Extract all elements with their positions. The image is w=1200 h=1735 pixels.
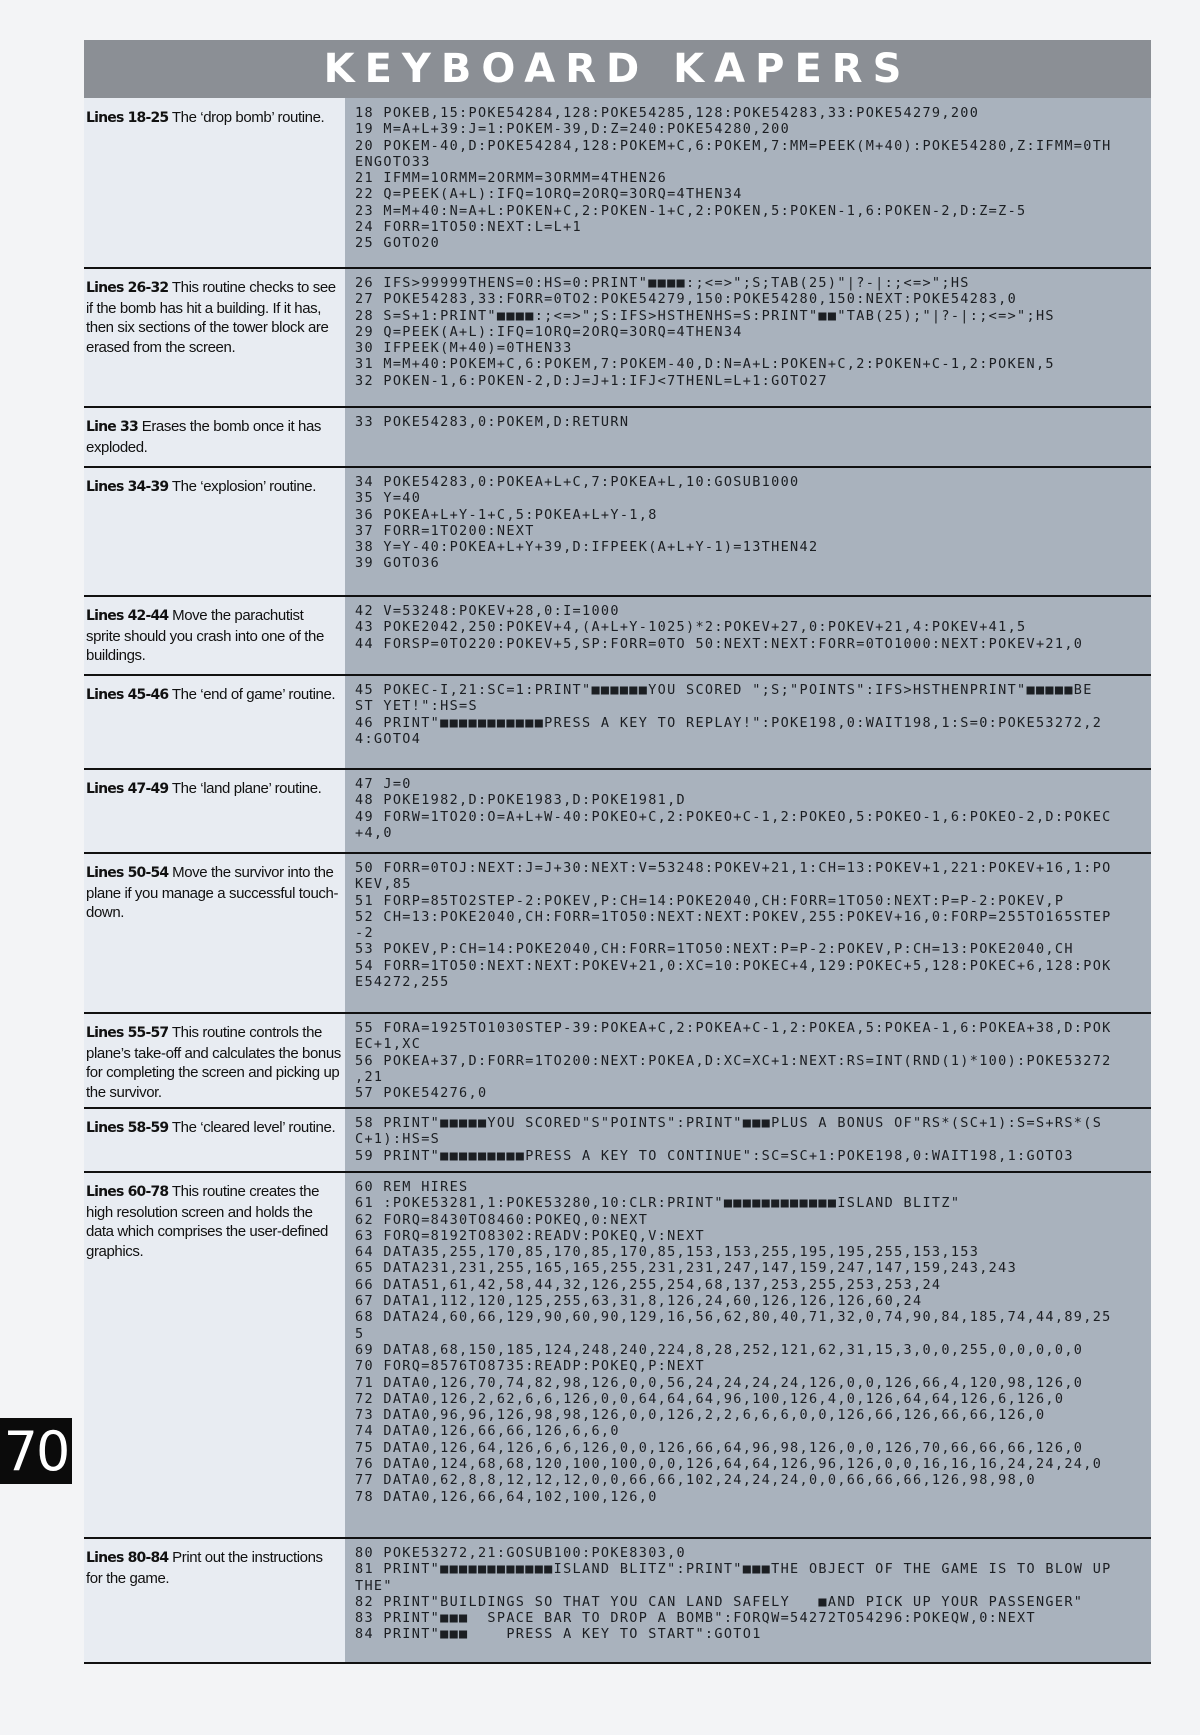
code-line: 80 POKE53272,21:GOSUB100:POKE8303,0 — [355, 1545, 687, 1561]
code-line: KEV,85 — [355, 876, 412, 893]
code-line: 4:GOTO4 — [355, 730, 422, 747]
code-line: 49 FORW=1TO20:O=A+L+W-40:POKEO+C,2:POKEO+C-1,2:POKEO,5:POKEO-1,6:POKEO-2,D:POKEC — [355, 808, 1112, 825]
code-line: 19 M=A+L+39:J=1:POKEM-39,D:Z=240:POKE54280,200 — [355, 121, 791, 138]
description-text: The ‘drop bomb’ routine. — [168, 109, 325, 126]
page-number: 70 — [0, 1418, 72, 1484]
code-line: 29 Q=PEEK(A+L):IFQ=1ORQ=2ORQ=3ORQ=4THEN34 — [355, 323, 743, 340]
section-description — [86, 606, 341, 666]
code-line: 66 DATA51,61,42,58,44,32,126,255,254,68,137,253,255,253,253,24 — [355, 1276, 942, 1293]
code-line: 81 PRINT"■■■■■■■■■■■■ISLAND BLITZ":PRINT"■■■THE OBJECT OF THE GAME IS TO BLOW UP — [355, 1561, 1112, 1578]
code-block — [355, 1179, 1112, 1505]
code-block — [355, 105, 1112, 252]
listing-section — [84, 853, 1151, 1013]
line-range-label: Lines 80-84 — [86, 1550, 169, 1566]
section-description — [86, 779, 341, 800]
code-line: 34 POKE54283,0:POKEA+L+C,7:POKEA+L,10:GOSUB1000 — [355, 474, 800, 490]
code-line: -2 — [355, 925, 374, 942]
code-line: 37 FORR=1TO200:NEXT — [355, 522, 535, 539]
line-range-label: Lines 42-44 — [86, 608, 169, 624]
code-line: 43 POKE2042,250:POKEV+4,(A+L+Y-1025)*2:POKEV+27,0:POKEV+21,4:POKEV+41,5 — [355, 619, 1027, 636]
listing-section — [84, 675, 1151, 769]
code-block — [355, 275, 1055, 389]
description-text: The ‘explosion’ routine. — [168, 478, 316, 495]
line-range-label: Lines 47-49 — [86, 781, 169, 797]
line-range-label: Lines 18-25 — [86, 110, 169, 126]
description-text: This routine creates the high resolution screen and holds the data which comprises the user-defined graphics. — [86, 1183, 329, 1260]
code-line: 30 IFPEEK(M+40)=0THEN33 — [355, 340, 573, 357]
code-line: 73 DATA0,96,96,126,98,98,126,0,0,126,2,2,6,6,6,0,0,126,66,126,66,66,126,0 — [355, 1407, 1046, 1424]
code-line: 77 DATA0,62,8,8,12,12,12,0,0,66,66,102,24,24,24,0,0,66,66,66,126,98,98,0 — [355, 1472, 1036, 1489]
code-line: 55 FORA=1925TO1030STEP-39:POKEA+C,2:POKEA+C-1,2:POKEA,5:POKEA-1,6:POKEA+38,D:POK — [355, 1020, 1112, 1036]
code-line: 84 PRINT"■■■ PRESS A KEY TO START":GOTO1 — [355, 1626, 762, 1643]
section-description — [86, 108, 341, 129]
code-line: 47 J=0 — [355, 776, 412, 792]
code-line: 68 DATA24,60,66,129,90,60,90,129,16,56,62,80,40,71,32,0,74,90,84,185,74,44,89,25 — [355, 1309, 1112, 1326]
description-text: This routine checks to see if the bomb has hit a building. If it has, then six sections of the tower block are erased from the screen. — [86, 279, 336, 356]
code-line: 72 DATA0,126,2,62,6,6,126,0,0,64,64,64,96,100,126,4,0,126,64,64,126,6,126,0 — [355, 1390, 1065, 1407]
code-line: 48 POKE1982,D:POKE1983,D:POKE1981,D — [355, 792, 687, 809]
section-description — [86, 863, 341, 923]
code-line: 56 POKEA+37,D:FORR=1TO200:NEXT:POKEA,D:XC=XC+1:NEXT:RS=INT(RND(1)*100):POKE53272 — [355, 1052, 1112, 1069]
section-description — [86, 477, 341, 498]
code-block — [355, 776, 1112, 841]
code-line: 33 POKE54283,0:POKEM,D:RETURN — [355, 414, 630, 430]
code-line: 28 S=S+1:PRINT"■■■■:;<=>";S:IFS>HSTHENHS=S:PRINT"■■"TAB(25);"|?-|:;<=>";HS — [355, 307, 1055, 324]
code-block — [355, 414, 629, 430]
code-block — [355, 1020, 1112, 1101]
section-description — [86, 417, 341, 457]
code-line: E54272,255 — [355, 974, 450, 991]
line-range-label: Lines 34-39 — [86, 479, 169, 495]
listing-section — [84, 268, 1151, 407]
description-text: This routine controls the plane’s take-off and calculates the bonus for completing the screen and picking up the survivor. — [86, 1024, 341, 1101]
code-line: ENGOTO33 — [355, 153, 431, 170]
code-line: 82 PRINT"BUILDINGS SO THAT YOU CAN LAND SAFELY ■AND PICK UP YOUR PASSENGER" — [355, 1593, 1084, 1610]
description-text: Erases the bomb once it has exploded. — [86, 418, 322, 456]
listing-section — [84, 596, 1151, 675]
description-text: Move the survivor into the plane if you manage a successful touch-down. — [86, 864, 339, 921]
code-line: 62 FORQ=8430TO8460:POKEQ,0:NEXT — [355, 1211, 649, 1228]
listing-section — [84, 1172, 1151, 1538]
line-range-label: Lines 55-57 — [86, 1025, 169, 1041]
description-text: The ‘land plane’ routine. — [168, 780, 322, 797]
code-line: 32 POKEN-1,6:POKEN-2,D:J=J+1:IFJ<7THENL=L+1:GOTO27 — [355, 372, 828, 389]
code-line: 74 DATA0,126,66,66,126,6,6,0 — [355, 1423, 620, 1440]
code-line: 26 IFS>99999THENS=0:HS=0:PRINT"■■■■:;<=>";S;TAB(25)"|?-|:;<=>";HS — [355, 275, 970, 291]
section-divider — [84, 1662, 1151, 1664]
header-title: KEYBOARD KAPERS — [323, 46, 912, 92]
section-description — [86, 1548, 341, 1588]
code-line: 70 FORQ=8576TO8735:READP:POKEQ,P:NEXT — [355, 1358, 705, 1375]
code-line: C+1):HS=S — [355, 1131, 441, 1148]
code-line: 35 Y=40 — [355, 490, 422, 507]
code-line: 58 PRINT"■■■■■YOU SCORED"S"POINTS":PRINT"■■■PLUS A BONUS OF"RS*(SC+1):S=S+RS*(S — [355, 1115, 1103, 1131]
code-line: 45 POKEC-I,21:SC=1:PRINT"■■■■■■YOU SCORED ";S;"POINTS":IFS>HSTHENPRINT"■■■■■BE — [355, 682, 1093, 698]
code-block — [355, 1115, 1102, 1164]
line-range-label: Lines 45-46 — [86, 687, 169, 703]
section-description — [86, 1182, 341, 1261]
code-line: 59 PRINT"■■■■■■■■■PRESS A KEY TO CONTINUE":SC=SC+1:POKE198,0:WAIT198,1:GOTO3 — [355, 1147, 1074, 1164]
section-description — [86, 278, 341, 357]
code-line: 69 DATA8,68,150,185,124,248,240,224,8,28,252,121,62,31,15,3,0,0,255,0,0,0,0,0 — [355, 1341, 1084, 1358]
code-line: 64 DATA35,255,170,85,170,85,170,85,153,153,255,195,195,255,153,153 — [355, 1244, 980, 1261]
line-range-label: Lines 50-54 — [86, 865, 169, 881]
code-line: 63 FORQ=8192TO8302:READV:POKEQ,V:NEXT — [355, 1227, 705, 1244]
code-line: 53 POKEV,P:CH=14:POKE2040,CH:FORR=1TO50:NEXT:P=P-2:POKEV,P:CH=13:POKE2040,CH — [355, 941, 1074, 958]
listing-section — [84, 98, 1151, 268]
code-line: 71 DATA0,126,70,74,82,98,126,0,0,56,24,24,24,24,126,0,0,126,66,4,120,98,126,0 — [355, 1374, 1084, 1391]
code-line: 27 POKE54283,33:FORR=0TO2:POKE54279,150:POKE54280,150:NEXT:POKE54283,0 — [355, 291, 1018, 308]
code-line: 31 M=M+40:POKEM+C,6:POKEM,7:POKEM-40,D:N=A+L:POKEN+C,2:POKEN+C-1,2:POKEN,5 — [355, 356, 1055, 373]
listing-section — [84, 1108, 1151, 1172]
code-line: 51 FORP=85TO2STEP-2:POKEV,P:CH=14:POKE2040,CH:FORR=1TO50:NEXT:P=P-2:POKEV,P — [355, 892, 1065, 909]
code-line: 50 FORR=0TOJ:NEXT:J=J+30:NEXT:V=53248:POKEV+21,1:CH=13:POKEV+1,221:POKEV+16,1:PO — [355, 860, 1112, 876]
listing-section — [84, 467, 1151, 596]
description-text: Move the parachutist sprite should you crash into one of the buildings. — [86, 607, 324, 664]
line-range-label: Lines 58-59 — [86, 1120, 169, 1136]
code-line: 36 POKEA+L+Y-1+C,5:POKEA+L+Y-1,8 — [355, 506, 658, 523]
code-line: 21 IFMM=1ORMM=2ORMM=3ORMM=4THEN26 — [355, 170, 668, 187]
code-line: THE" — [355, 1577, 393, 1594]
code-line: 23 M=M+40:N=A+L:POKEN+C,2:POKEN-1+C,2:POKEN,5:POKEN-1,6:POKEN-2,D:Z=Z-5 — [355, 202, 1027, 219]
code-line: 75 DATA0,126,64,126,6,6,126,0,0,126,66,64,96,98,126,0,0,126,70,66,66,66,126,0 — [355, 1439, 1084, 1456]
code-line: 78 DATA0,126,66,64,102,100,126,0 — [355, 1488, 658, 1505]
section-description — [86, 1023, 341, 1102]
code-block — [355, 1545, 1112, 1643]
section-description — [86, 685, 341, 706]
code-line: 61 :POKE53281,1:POKE53280,10:CLR:PRINT"■■■■■■■■■■■■ISLAND BLITZ" — [355, 1195, 961, 1212]
code-line: 46 PRINT"■■■■■■■■■■■PRESS A KEY TO REPLAY!":POKE198,0:WAIT198,1:S=0:POKE53272,2 — [355, 714, 1103, 731]
code-line: 83 PRINT"■■■ SPACE BAR TO DROP A BOMB":FORQW=54272TO54296:POKEQW,0:NEXT — [355, 1610, 1036, 1627]
code-block — [355, 860, 1112, 990]
code-line: 44 FORSP=0TO220:POKEV+5,SP:FORR=0TO 50:NEXT:NEXT:FORR=0TO1000:NEXT:POKEV+21,0 — [355, 635, 1084, 652]
code-block — [355, 682, 1102, 747]
code-block — [355, 603, 1083, 652]
code-line: 65 DATA231,231,255,165,165,255,231,231,247,147,159,247,147,159,243,243 — [355, 1260, 1018, 1277]
code-line: 20 POKEM-40,D:POKE54284,128:POKEM+C,6:POKEM,7:MM=PEEK(M+40):POKE54280,Z:IFMM=0TH — [355, 137, 1112, 154]
code-line: EC+1,XC — [355, 1036, 422, 1053]
code-line: 5 — [355, 1325, 365, 1342]
description-text: The ‘cleared level’ routine. — [168, 1119, 336, 1136]
code-line: 18 POKEB,15:POKE54284,128:POKE54285,128:POKE54283,33:POKE54279,200 — [355, 105, 980, 121]
listing-section — [84, 407, 1151, 467]
code-line: 67 DATA1,112,120,125,255,63,31,8,126,24,60,126,126,126,60,24 — [355, 1293, 923, 1310]
code-line: 24 FORR=1TO50:NEXT:L=L+1 — [355, 219, 582, 236]
section-description — [86, 1118, 341, 1139]
code-line: ,21 — [355, 1068, 384, 1085]
code-block — [355, 474, 818, 572]
code-line: 60 REM HIRES — [355, 1179, 469, 1195]
line-range-label: Lines 26-32 — [86, 280, 169, 296]
code-line: 52 CH=13:POKE2040,CH:FORR=1TO50:NEXT:NEXT:POKEV,255:POKEV+16,0:FORP=255TO165STEP — [355, 908, 1112, 925]
code-line: 39 GOTO36 — [355, 555, 441, 572]
listing-section — [84, 1538, 1151, 1663]
listing-section — [84, 769, 1151, 853]
page-header — [84, 40, 1151, 98]
code-line: 38 Y=Y-40:POKEA+L+Y+39,D:IFPEEK(A+L+Y-1)=13THEN42 — [355, 539, 819, 556]
code-line: 25 GOTO20 — [355, 235, 441, 252]
code-line: 42 V=53248:POKEV+28,0:I=1000 — [355, 603, 620, 619]
code-line: 57 POKE54276,0 — [355, 1085, 488, 1102]
description-text: Print out the instructions for the game. — [86, 1549, 323, 1587]
line-range-label: Line 33 — [86, 419, 138, 435]
line-range-label: Lines 60-78 — [86, 1184, 169, 1200]
code-line: +4,0 — [355, 824, 393, 841]
description-text: The ‘end of game’ routine. — [168, 686, 336, 703]
code-line: 54 FORR=1TO50:NEXT:NEXT:POKEV+21,0:XC=10:POKEC+4,129:POKEC+5,128:POKEC+6,128:POK — [355, 957, 1112, 974]
code-line: 76 DATA0,124,68,68,120,100,100,0,0,126,64,64,126,96,126,0,0,16,16,16,24,24,24,0 — [355, 1456, 1103, 1473]
listing-section — [84, 1013, 1151, 1108]
code-line: ST YET!":HS=S — [355, 698, 478, 715]
code-line: 22 Q=PEEK(A+L):IFQ=1ORQ=2ORQ=3ORQ=4THEN34 — [355, 186, 743, 203]
